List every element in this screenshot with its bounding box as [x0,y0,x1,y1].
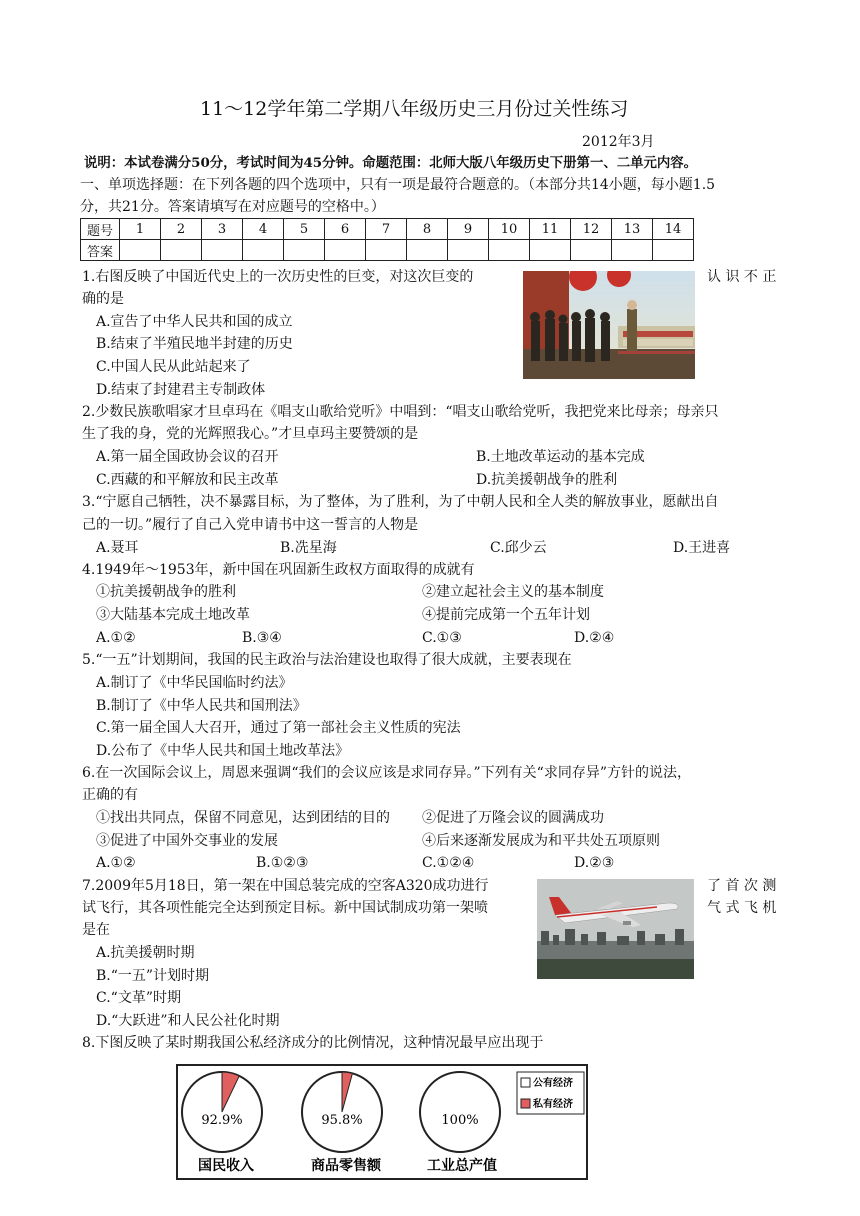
table-cell: 1 [120,219,161,240]
q1-option-c: C.中国人民从此站起来了 [96,359,251,375]
q4-stem: 4.1949年～1953年，新中国在巩固新生政权方面取得的成就有 [82,562,475,578]
q8-stem: 8.下图反映了某时期我国公私经济成分的比例情况，这种情况最早应出现于 [82,1035,544,1051]
legend-swatch-private [521,1099,530,1108]
q6-option-d: D.②③ [574,855,615,871]
section1-instruction-cont: 分，共21分。答案请填写在对应题号的空格中。） [80,199,385,215]
answer-cell[interactable] [489,240,530,261]
q6-option-a: A.①② [96,855,136,871]
q3-option-a: A.聂耳 [96,540,139,556]
section1-instruction: 一、单项选择题：在下列各题的四个选项中，只有一项是最符合题意的。（本部分共14小题，每小题1.5 [80,177,716,193]
q2-stem: 2.少数民族歌唱家才旦卓玛在《唱支山歌给党听》中唱到：“唱支山歌给党听，我把党来比母亲；母亲只 [82,404,719,420]
table-cell: 3 [202,219,243,240]
page-title: 11～12学年第二学期八年级历史三月份过关性练习 [200,98,629,120]
q1-option-d: D.结束了封建君主专制政体 [96,382,266,398]
answer-cell[interactable] [325,240,366,261]
table-cell: 6 [325,219,366,240]
q6-option-b: B.①②③ [256,855,309,871]
q6-stem: 6.在一次国际会议上，周恩来强调“我们的会议应该是求同存异。”下列有关“求同存异”方针的说法， [82,765,691,781]
founding-ceremony-image [523,271,695,379]
table-row [81,219,694,240]
q1-option-b: B.结束了半殖民地半封建的历史 [96,336,293,352]
q2-option-d: D.抗美援朝战争的胜利 [476,472,618,488]
pie-national-income [182,1072,262,1152]
q3-stem-cont: 己的一切。”履行了自己入党申请书中这一誓言的人物是 [82,517,419,533]
table-cell: 13 [612,219,653,240]
pie-value-label: 95.8% [321,1113,363,1128]
table-cell: 2 [161,219,202,240]
q4-option-b: B.③④ [242,630,282,646]
q7-option-c: C.“文革”时期 [96,990,181,1006]
pie-slice-public [420,1072,500,1152]
q2-option-a: A.第一届全国政协会议的召开 [96,449,279,465]
pie-category-label: 商品零售额 [311,1158,381,1174]
q4-item-4: ④提前完成第一个五年计划 [422,607,590,623]
q6-item-2: ②促进了万隆会议的圆满成功 [422,810,604,826]
answer-cell[interactable] [243,240,284,261]
q5-option-b: B.制订了《中华人民共和国刑法》 [96,698,307,714]
pie-category-label: 工业总产值 [427,1158,497,1174]
table-cell: 答案 [81,240,120,261]
q3-stem: 3.“宁愿自己牺牲，决不暴露目标，为了整体，为了胜利，为了中朝人民和全人类的解放事业，愿献出自 [82,494,719,510]
q4-item-2: ②建立起社会主义的基本制度 [422,584,604,600]
pie-value-label: 100% [441,1113,479,1128]
q5-option-c: C.第一届全国人大召开，通过了第一部社会主义性质的宪法 [96,720,461,736]
q7-stem-tail: 了 首 次 测 [707,878,777,894]
answer-cell[interactable] [366,240,407,261]
exam-date: 2012年3月 [582,134,655,150]
table-cell: 7 [366,219,407,240]
pie-industrial-output [420,1072,500,1152]
q4-option-a: A.①② [96,630,136,646]
answer-cell[interactable] [653,240,694,261]
table-cell: 12 [571,219,612,240]
q1-stem: 1.右图反映了中国近代史上的一次历史性的巨变，对这次巨变的 [82,269,474,285]
q3-option-d: D.王进喜 [673,540,731,556]
q7-option-a: A.抗美援朝时期 [96,945,195,961]
answer-cell[interactable] [448,240,489,261]
ownership-pie-chart [176,1064,588,1180]
q7-option-b: B.“一五”计划时期 [96,968,210,984]
answer-cell[interactable] [120,240,161,261]
pie-retail-sales [302,1072,382,1152]
airplane-image [537,879,694,979]
q2-option-b: B.土地改革运动的基本完成 [476,449,645,465]
answer-table [80,218,694,261]
q5-option-d: D.公布了《中华人民共和国土地改革法》 [96,743,350,759]
legend-label-public: 公有经济 [533,1078,573,1089]
answer-cell[interactable] [407,240,448,261]
table-cell: 题号 [81,219,120,240]
q6-option-c: C.①②④ [422,855,475,871]
q4-item-1: ①抗美援朝战争的胜利 [96,584,236,600]
answer-cell[interactable] [161,240,202,261]
q3-option-b: B.冼星海 [280,540,337,556]
table-cell: 9 [448,219,489,240]
table-cell: 10 [489,219,530,240]
q2-stem-cont: 生了我的身，党的光辉照我心。”才旦卓玛主要赞颂的是 [82,426,419,442]
q4-option-c: C.①③ [422,630,462,646]
pie-value-label: 92.9% [201,1113,243,1128]
q4-option-d: D.②④ [574,630,615,646]
q1-stem-cont: 确的是 [82,291,124,307]
q4-item-3: ③大陆基本完成土地改革 [96,607,250,623]
q6-item-3: ③促进了中国外交事业的发展 [96,833,278,849]
legend-label-private: 私有经济 [533,1099,573,1110]
q6-stem-cont: 正确的有 [82,787,138,803]
q3-option-c: C.邱少云 [490,540,547,556]
q5-stem: 5.“一五”计划期间，我国的民主政治与法治建设也取得了很大成就，主要表现在 [82,652,572,668]
exam-note: 说明：本试卷满分50分，考试时间为45分钟。命题范围：北师大版八年级历史下册第一、二单元内容。 [84,155,698,171]
answer-cell[interactable] [284,240,325,261]
q6-item-4: ④后来逐渐发展成为和平共处五项原则 [422,833,660,849]
q7-stem: 7.2009年5月18日，第一架在中国总装完成的空客A320成功进行 [82,878,489,894]
answer-cell[interactable] [571,240,612,261]
answer-cell[interactable] [612,240,653,261]
q7-option-d: D.“大跃进”和人民公社化时期 [96,1013,280,1029]
q7-stem-tail-2: 气 式 飞 机 [707,900,777,916]
q7-stem-cont: 试飞行，其各项性能完全达到预定目标。新中国试制成功第一架喷 [82,900,488,916]
q7-stem-cont-2: 是在 [82,922,110,938]
q2-option-c: C.西藏的和平解放和民主改革 [96,472,279,488]
q6-item-1: ①找出共同点，保留不同意见，达到团结的目的 [96,810,390,826]
table-row [81,240,694,261]
answer-cell[interactable] [530,240,571,261]
q5-option-a: A.制订了《中华民国临时约法》 [96,675,293,691]
table-cell: 5 [284,219,325,240]
legend-swatch-public [521,1078,530,1087]
answer-cell[interactable] [202,240,243,261]
table-cell: 11 [530,219,571,240]
q1-option-a: A.宣告了中华人民共和国的成立 [96,314,293,330]
pie-category-label: 国民收入 [198,1158,254,1174]
table-cell: 4 [243,219,284,240]
table-cell: 8 [407,219,448,240]
table-cell: 14 [653,219,694,240]
q1-stem-tail: 认 识 不 正 [707,269,777,285]
